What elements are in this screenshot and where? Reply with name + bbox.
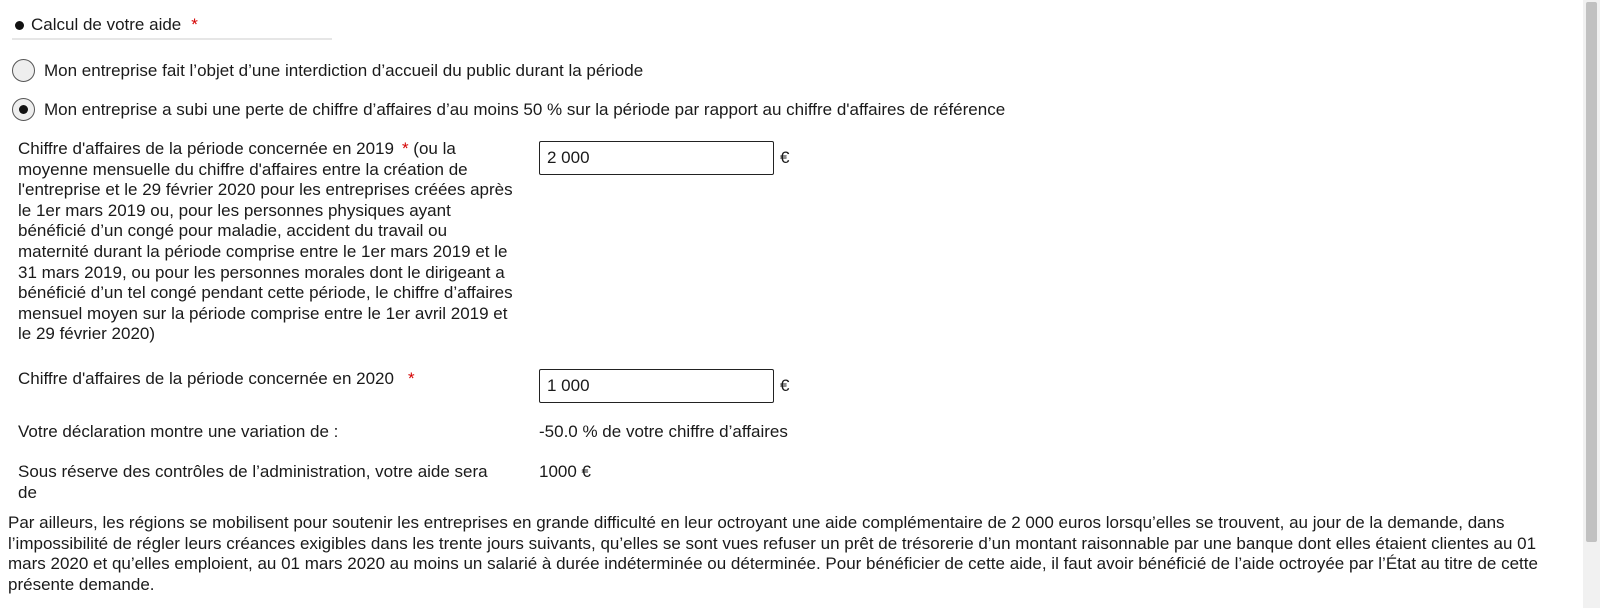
required-marker: *: [407, 369, 415, 388]
vertical-scrollbar[interactable]: [1583, 0, 1600, 608]
ca2019-note: (ou la moyenne mensuelle du chiffre d'affaires entre la création de l'entreprise et le 29 février 2020 pour les entreprises créées après le 1er mars 2019 ou, pour les personnes physiques ayant bénéficié d’un congé pour maladie, accident du travail ou maternité durant la période comprise entre le 1er mars 2019 et le 31 mars 2019, ou pour les personnes morales dont le dirigeant a bénéficié d’un tel congé pendant cette période, le chiffre d’affaires mensuel moyen sur la période comprise entre le 1er avril 2019 et le 29 février 2020): [18, 139, 513, 344]
aid-value: 1000 €: [539, 462, 591, 481]
section-title-label: Calcul de votre aide *: [31, 15, 198, 34]
section-title: [12, 14, 332, 40]
required-marker: *: [401, 139, 409, 158]
aid-label: Sous réserve des contrôles de l’administration, votre aide sera de: [18, 462, 488, 502]
required-marker: *: [191, 15, 198, 34]
ca2019-input[interactable]: [539, 141, 774, 175]
radio-button[interactable]: [12, 59, 35, 82]
ca2019-label: Chiffre d'affaires de la période concernée en 2019 * (ou la moyenne mensuelle du chiffre d'affaires entre la création de l'entreprise et le 29 février 2020 pour les entreprises créées après le 1er mars 2019 ou, pour les personnes physiques ayant bénéficié d’un congé pour maladie, accident du travail ou maternité durant la période comprise entre le 1er mars 2019 et le 31 mars 2019, ou pour les personnes morales dont le dirigeant a bénéficié d’un tel congé pendant cette période, le chiffre d’affaires mensuel moyen sur la période comprise entre le 1er avril 2019 et le 29 février 2020): [18, 139, 513, 344]
radio-label: Mon entreprise a subi une perte de chiffre d’affaires d’au moins 50 % sur la période par rapport au chiffre d'affaires de référence: [44, 99, 1006, 119]
radio-option-closure[interactable]: [12, 59, 643, 82]
bullet-icon: [15, 21, 24, 30]
radio-option-loss[interactable]: [12, 98, 1005, 121]
radio-label: Mon entreprise fait l’objet d’une interdiction d’accueil du public durant la période: [44, 60, 644, 80]
regions-paragraph: Par ailleurs, les régions se mobilisent pour soutenir les entreprises en grande difficulté en leur octroyant une aide complémentaire de 2 000 euros lorsqu’elles se trouvent, au jour de la demande, dans l’impossibilité de régler leurs créances exigibles dans les trente jours suivants, qu’elles se sont vues refuser un prêt de trésorerie d’un montant raisonnable par une banque dont elles étaient clientes au 01 mars 2020 et qu’elles emploient, au 01 mars 2020 au moins un salarié à durée indéterminée ou déterminée. Pour bénéficier de cette aide, il faut avoir bénéficié de l’aide octroyée par l’État au titre de cette présente demande.: [8, 513, 1538, 594]
currency-unit: €: [780, 148, 790, 167]
ca2020-input[interactable]: [539, 369, 774, 403]
scrollbar-thumb[interactable]: [1586, 2, 1597, 542]
ca2020-label: Chiffre d'affaires de la période concernée en 2020 *: [18, 369, 415, 388]
variation-label: Votre déclaration montre une variation de :: [18, 422, 339, 441]
radio-button-checked[interactable]: [12, 98, 35, 121]
variation-value: -50.0 % de votre chiffre d’affaires: [539, 422, 788, 441]
currency-unit: €: [780, 376, 790, 395]
